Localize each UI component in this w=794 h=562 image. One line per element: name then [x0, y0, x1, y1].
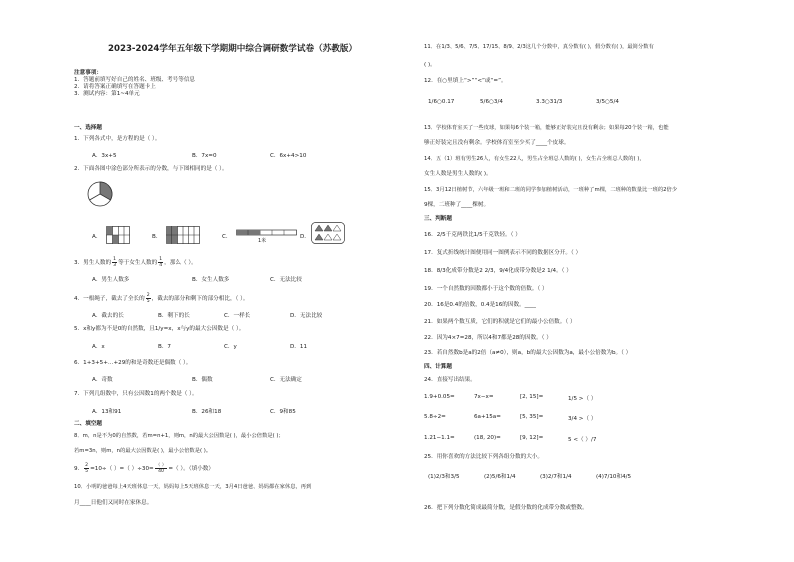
- bar-label: 1米: [258, 238, 267, 244]
- q6-option-a: A．奇数: [92, 377, 113, 383]
- triangle-figure-d: [311, 222, 345, 244]
- q7-option-b: B．26和18: [192, 409, 222, 415]
- q2-option-a: A．: [92, 234, 102, 240]
- q25-item-1: (1)2/3和3/5: [428, 474, 460, 480]
- question-17: 17．复式折线统计图便用同一图例表示不同的数据区分开。（ ）: [424, 250, 582, 256]
- question-20: 20．16是0.4的倍数，0.4是16的因数。____: [424, 302, 536, 308]
- q24-cell: (18, 20)=: [474, 435, 501, 441]
- q2-option-d: D．: [300, 234, 310, 240]
- q5-option-b: B．7: [158, 344, 171, 350]
- question-14-b: 女生人数是男生人数的( )。: [424, 171, 492, 177]
- section-fill: 二、填空题: [74, 421, 102, 427]
- question-14: 14．五（1）班有男生26人，有女生22人，男生占全班总人数的( )，女生占全班总人数的( )，: [424, 156, 645, 162]
- question-5: 5．x和y都为不是0的自然数，且1/y=x，x与y的最大公因数是（ ）。: [74, 326, 245, 332]
- q24-cell: 7x−x=: [474, 394, 494, 400]
- q1-option-c: C．6x+4>10: [270, 153, 307, 159]
- q4-option-b: B．剩下的长: [158, 313, 190, 319]
- question-22: 22．因为4×7=28，所以4和7都是28的因数。（ ）: [424, 335, 552, 341]
- question-15: 15．3月12日植树节，六年级一班和二班的同学参加植树活动，一班种了m棵，二班种的数量比一班的2倍少: [424, 187, 678, 193]
- question-10-b: 月____日他们又同时在家休息。: [74, 500, 153, 506]
- note-1: 1．答题前填写好自己的姓名、班级、考号等信息: [74, 77, 196, 83]
- question-26: 26．把下列分数化简成最简分数，是假分数的化成带分数或整数。: [424, 505, 588, 511]
- question-1: 1．下列各式中，是方程的是（ ）。: [74, 136, 161, 142]
- q5-option-d: D．11: [290, 344, 308, 350]
- question-4: 4．一根绳子，截去了全长的 $\frac{2}{5}$ ，截去的部分和剩下的部分相比，（ ）。: [74, 293, 249, 304]
- question-11: 11．在1/3、5/6、7/5、17/15、8/9、2/3这几个分数中，真分数有( )，假分数有( )，最简分数有: [424, 44, 654, 50]
- q24-cell: 6a+15a=: [474, 414, 501, 420]
- q25-item-4: (4)7/10和4/5: [596, 474, 632, 480]
- q24-cell: 1.9+0.05=: [424, 394, 455, 400]
- question-12: 12．在○里填上“>”“<”或“=”。: [424, 78, 507, 84]
- q6-option-c: C．无法确定: [270, 377, 302, 383]
- q25-item-2: (2)5/6和1/4: [484, 474, 516, 480]
- q12-item-1: 1/6○0.17: [428, 99, 455, 105]
- q1-option-a: A．3x+5: [92, 153, 117, 159]
- q6-option-b: B．偶数: [192, 377, 213, 383]
- q3-option-b: B．女生人数多: [192, 277, 230, 283]
- question-11-b: ( )。: [424, 62, 436, 68]
- q5-option-a: A．x: [92, 344, 105, 350]
- pie-figure: [86, 180, 114, 208]
- section-calc: 四、计算题: [424, 364, 452, 370]
- q24-cell: [2, 15]=: [520, 394, 544, 400]
- bar-figure-c: [236, 228, 298, 238]
- question-13-b: 够正好装完且没有剩余。学校体育室至少买了____个皮球。: [424, 140, 570, 146]
- question-8: 8．m，n是不为0的自然数，若m=n+1，则m，n的最大公因数是( )，最小公倍数是( )；: [74, 433, 284, 439]
- q24-cell: 3/4 >（ ）: [568, 416, 597, 422]
- question-25: 25．用你喜欢的方法比较下列各组分数的大小。: [424, 454, 543, 460]
- q7-option-c: C．9和85: [270, 409, 296, 415]
- q12-item-3: 3.3○31/3: [536, 99, 563, 105]
- q24-cell: 1/5 >（ ）: [568, 396, 597, 402]
- question-2: 2．下面各图中涂色部分所表示的分数，与下图相同的是（ ）。: [74, 166, 228, 172]
- grid-figure-a: [106, 226, 130, 244]
- q2-option-b: B．: [152, 234, 162, 240]
- question-3: 3．男生人数的 $\frac{1}{3}$ 等于女生人数的 $\frac{1}{4}$ ，那么（ ）。: [74, 257, 197, 268]
- grid-figure-b: [166, 226, 200, 244]
- question-15-b: 9棵，二班种了____棵树。: [424, 202, 490, 208]
- q5-option-c: C．y: [224, 344, 237, 350]
- q4-option-a: A．截去的长: [92, 313, 124, 319]
- question-8-b: 若m=3n，则m，n的最大公因数是( )，最小公倍数是( )。: [74, 448, 212, 454]
- page-title: 2023-2024学年五年级下学期期中综合调研数学试卷（苏教版）: [108, 44, 358, 54]
- q24-cell: 1.21−1.1=: [424, 435, 455, 441]
- q2-option-c: C．: [222, 234, 232, 240]
- question-23: 23．若自然数b是a的2倍（a≠0），则a，b的最大公因数为a，最小公倍数为b。（ ）: [424, 350, 632, 356]
- q24-cell: [9, 12]=: [520, 435, 544, 441]
- section-choice: 一、选择题: [74, 125, 102, 131]
- question-10: 10．小明的爸爸每上4天班休息一天，妈妈每上5天班休息一天，3月4日爸爸、妈妈都在家休息，再到: [74, 484, 312, 490]
- q3-option-c: C．无法比较: [270, 277, 302, 283]
- question-21: 21．如果两个数互质，它们的积就是它们的最小公倍数。（ ）: [424, 319, 576, 325]
- q24-cell: 5.8÷2=: [424, 414, 446, 420]
- section-judge: 三、判断题: [424, 216, 452, 222]
- q24-cell: [5, 35]=: [520, 414, 544, 420]
- question-7: 7．下列几组数中，只有公因数1的两个数是（ ）。: [74, 391, 198, 397]
- question-19: 19．一个自然数的因数都小于这个数的倍数。（ ）: [424, 286, 548, 292]
- question-6: 6．1+3+5+…+29的和是奇数还是偶数（ ）。: [74, 360, 192, 366]
- q4-option-c: C．一样长: [224, 313, 251, 319]
- q1-option-b: B．7x=0: [192, 153, 217, 159]
- question-16: 16．2/5千克两铁比1/5千克铁轻。（ ）: [424, 232, 521, 238]
- note-2: 2．请将答案正确填写在答题卡上: [74, 84, 156, 90]
- question-9: 9． $\frac{2}{5}$ =10÷（ ）=（ ）÷30= $\frac{( )}{40}$ =（ ）。（填小数）: [74, 463, 214, 474]
- q4-option-d: D．无法比较: [290, 313, 323, 319]
- q3-option-a: A．男生人数多: [92, 277, 130, 283]
- q24-cell: 5 <（ ）/7: [568, 437, 597, 443]
- q12-item-2: 5/6○3/4: [480, 99, 503, 105]
- q7-option-a: A．13和91: [92, 409, 122, 415]
- note-3: 3．测试内容：第1~4单元: [74, 91, 140, 97]
- question-13: 13．学校体育室买了一些皮球，如果每6个装一箱，能够正好装完且没有剩余；如果每20个装一箱，也能: [424, 125, 669, 131]
- q12-item-4: 3/5○5/4: [596, 99, 619, 105]
- question-18: 18．8/3化成带分数是2 2/3，9/4化成带分数是2 1/4。（ ）: [424, 268, 572, 274]
- notes-title: 注意事项：: [74, 70, 102, 76]
- q25-item-3: (3)2/7和1/4: [540, 474, 572, 480]
- question-24: 24．直接写出结果。: [424, 377, 476, 383]
